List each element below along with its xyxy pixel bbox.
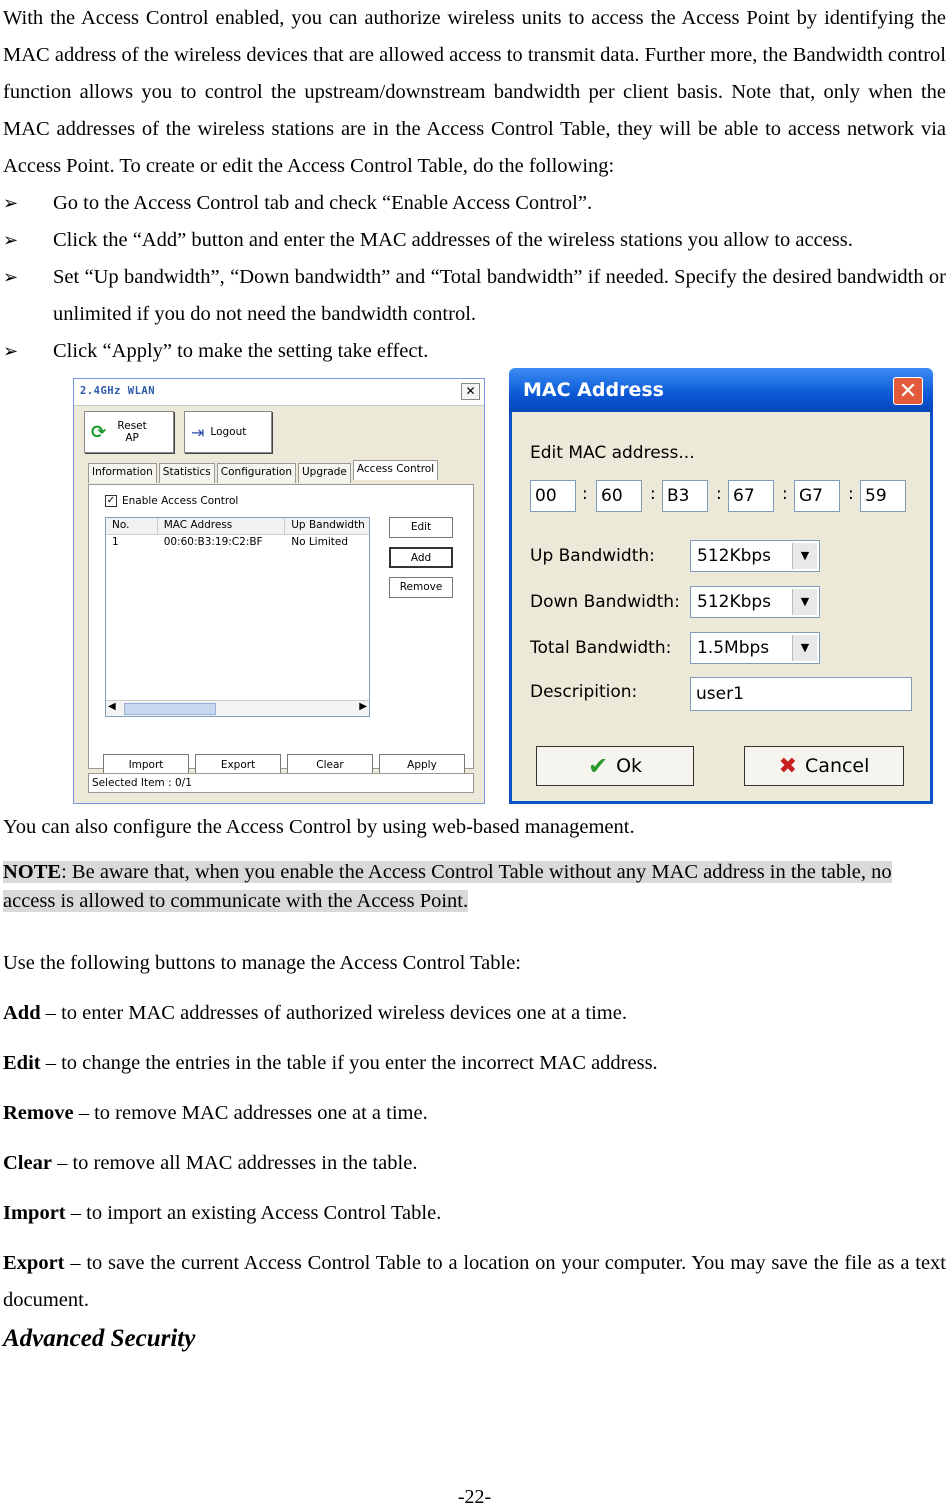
total-bandwidth-label: Total Bandwidth: <box>530 638 672 658</box>
ok-button[interactable]: ✔ Ok <box>536 746 694 786</box>
clear-button[interactable]: Clear <box>287 754 373 776</box>
dialog-title: MAC Address <box>523 379 664 401</box>
web-management-note: You can also configure the Access Control by using web-based management. <box>3 816 635 838</box>
table-row[interactable]: 1 00:60:B3:19:C2:BF No Limited <box>112 536 348 548</box>
wlan-window <box>73 378 485 804</box>
tab-access-control[interactable]: Access Control <box>353 460 438 480</box>
mac-octet-input[interactable]: B3 <box>662 480 708 512</box>
column-header[interactable]: MAC Address <box>158 518 286 534</box>
refresh-icon: ⟳ <box>91 421 107 443</box>
down-bandwidth-label: Down Bandwidth: <box>530 592 680 612</box>
page-number: -22- <box>457 1486 492 1508</box>
column-header[interactable]: Up Bandwidth <box>291 519 365 531</box>
up-bandwidth-label: Up Bandwidth: <box>530 546 655 566</box>
checkmark-icon: ✓ <box>106 495 116 506</box>
mac-octet-input[interactable]: 67 <box>728 480 774 512</box>
step-item: ➢ Click “Apply” to make the setting take effect. <box>3 333 946 370</box>
edit-button[interactable]: Edit <box>389 517 453 538</box>
access-control-panel <box>88 484 474 769</box>
arrow-bullet-icon: ➢ <box>3 230 19 251</box>
mac-octet-input[interactable]: 59 <box>860 480 906 512</box>
step-item: ➢ Go to the Access Control tab and check “Enable Access Control”. <box>3 185 946 222</box>
remove-button[interactable]: Remove <box>389 577 453 598</box>
export-button[interactable]: Export <box>195 754 281 776</box>
down-bandwidth-select[interactable]: 512Kbps ▼ <box>690 586 820 618</box>
logout-icon: ⇥ <box>191 422 205 442</box>
wlan-title: 2.4GHz WLAN <box>80 385 156 397</box>
button-descriptions <box>3 938 946 1319</box>
screenshots <box>3 368 946 808</box>
access-control-table <box>105 517 370 717</box>
scroll-left-icon[interactable]: ◀ <box>108 701 116 712</box>
desc-line: Import – to import an existing Access Control Table. <box>3 1202 442 1224</box>
step-item: ➢ Click the “Add” button and enter the MAC addresses of the wireless stations you allow to access. <box>3 222 946 259</box>
tab-information[interactable]: Information <box>88 463 157 483</box>
chevron-down-icon[interactable]: ▼ <box>792 635 817 661</box>
description-input[interactable]: user1 <box>690 677 912 711</box>
scroll-right-icon[interactable]: ▶ <box>359 701 367 712</box>
tab-statistics[interactable]: Statistics <box>159 463 215 483</box>
table-header <box>106 518 369 535</box>
edit-mac-label: Edit MAC address... <box>530 443 695 463</box>
scroll-thumb[interactable] <box>124 703 216 715</box>
cross-icon: ✖ <box>778 753 798 779</box>
desc-line: Export – to save the current Access Control Table to a location on your computer. You may save the file as a text document. <box>3 1252 946 1311</box>
arrow-bullet-icon: ➢ <box>3 267 19 288</box>
mac-octet-input[interactable]: 60 <box>596 480 642 512</box>
intro-paragraph: With the Access Control enabled, you can authorize wireless units to access the Access Point by identifying the MAC address of the wireless devices that are allowed access to transmit data. Further more, the Bandwidth control function allows you to control the upstream/downstream bandwidth per client basis. Note that, only when the MAC addresses of the wireless stations are in the Access Control Table, they will be able to access network via Access Point. To create or edit the Access Control Table, do the following: <box>3 7 946 177</box>
logout-button[interactable]: ⇥ Logout <box>184 411 272 453</box>
step-item: ➢ Set “Up bandwidth”, “Down bandwidth” and “Total bandwidth” if needed. Specify the desired bandwidth or unlimited if you do not need the bandwidth control. <box>3 259 946 333</box>
status-bar: Selected Item : 0/1 <box>88 773 474 793</box>
wlan-titlebar <box>74 379 484 406</box>
steps-list <box>3 185 946 370</box>
enable-access-control-checkbox[interactable]: ✓ Enable Access Control <box>106 495 239 507</box>
chevron-down-icon[interactable]: ▼ <box>792 543 817 569</box>
tab-bar <box>88 463 438 483</box>
apply-button[interactable]: Apply <box>379 754 465 776</box>
note-paragraph: NOTE: Be aware that, when you enable the Access Control Table without any MAC address in the table, no access is allowed to communicate with the Access Point. <box>3 861 892 912</box>
chevron-down-icon[interactable]: ▼ <box>792 589 817 615</box>
desc-line: Remove – to remove MAC addresses one at a time. <box>3 1102 428 1124</box>
close-icon[interactable]: ✕ <box>893 377 923 405</box>
mac-octet-input[interactable]: 00 <box>530 480 576 512</box>
section-title: Advanced Security <box>3 1325 196 1352</box>
description-label: Descripition: <box>530 682 638 702</box>
total-bandwidth-select[interactable]: 1.5Mbps ▼ <box>690 632 820 664</box>
cancel-button[interactable]: ✖ Cancel <box>744 746 904 786</box>
buttons-intro: Use the following buttons to manage the Access Control Table: <box>3 952 521 974</box>
mac-address-dialog: MAC Address ✕ Edit MAC address... 00 : 60 : B3 : 67 : G7 : 59 Up Bandwidth: 512Kbps ▼ Down Bandwidth: 512Kbps ▼ Total Bandwidth: 1.5Mbps ▼ Descripition: user1 ✔ Ok ✖ Cancel <box>509 368 933 804</box>
arrow-bullet-icon: ➢ <box>3 341 19 362</box>
note-label: NOTE <box>3 861 62 883</box>
horizontal-scrollbar[interactable] <box>106 700 369 716</box>
desc-line: Clear – to remove all MAC addresses in the table. <box>3 1152 418 1174</box>
dialog-titlebar <box>509 368 933 412</box>
desc-line: Add – to enter MAC addresses of authorized wireless devices one at a time. <box>3 1002 627 1024</box>
mac-octet-input[interactable]: G7 <box>794 480 840 512</box>
up-bandwidth-select[interactable]: 512Kbps ▼ <box>690 540 820 572</box>
tab-configuration[interactable]: Configuration <box>217 463 296 483</box>
arrow-bullet-icon: ➢ <box>3 193 19 214</box>
close-icon[interactable]: ✕ <box>461 383 480 400</box>
add-button[interactable]: Add <box>389 547 453 568</box>
reset-ap-button[interactable]: ⟳ Reset AP <box>84 411 174 453</box>
import-button[interactable]: Import <box>103 754 189 776</box>
column-header[interactable]: No. <box>106 518 158 534</box>
desc-line: Edit – to change the entries in the table if you enter the incorrect MAC address. <box>3 1052 658 1074</box>
checkmark-icon: ✔ <box>587 752 609 780</box>
document-page <box>3 0 946 1359</box>
tab-upgrade[interactable]: Upgrade <box>298 463 351 483</box>
